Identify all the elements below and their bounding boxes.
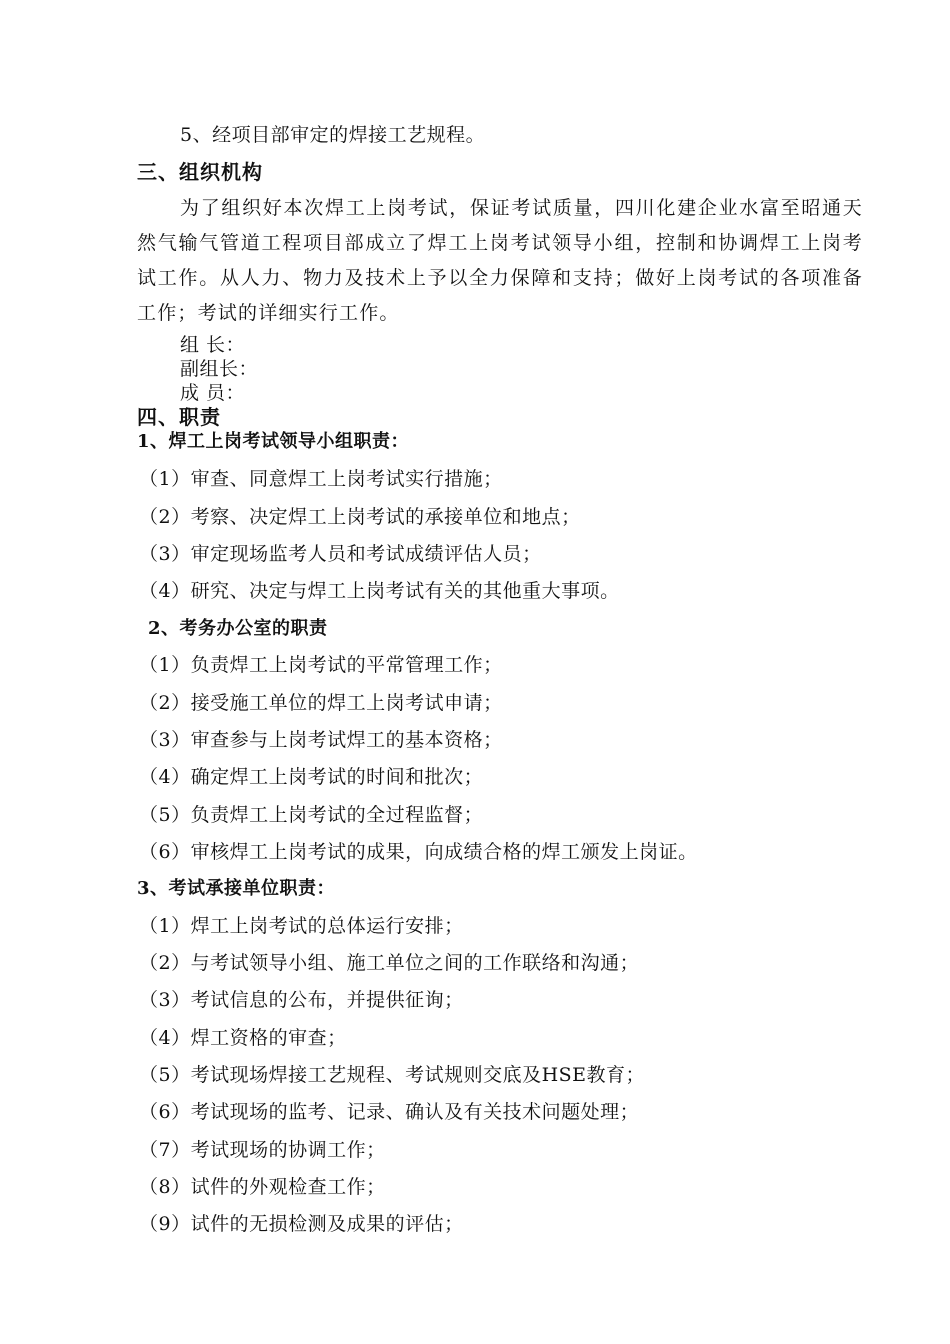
sub-2-title: 2、考务办公室的职责 (148, 618, 328, 639)
sub-2-item: （2）接受施工单位的焊工上岗考试申请； (139, 692, 503, 714)
sub-3-item: （1）焊工上岗考试的总体运行安排； (139, 915, 464, 937)
sub-3-item: （8）试件的外观检查工作； (139, 1176, 386, 1198)
sub-3-item: （5）考试现场焊接工艺规程、考试规则交底及HSE教育； (139, 1064, 646, 1086)
sub-1-item: （1）审查、同意焊工上岗考试实行措施； (139, 468, 503, 490)
section-3-paragraph: 为了组织好本次焊工上岗考试，保证考试质量，四川化建企业水富至昭通天然气输气管道工程项目部成立了焊工上岗考试领导小组，控制和协调焊工上岗考试工作。从人力、物力及技术上予以全力保障和支持；做好上岗考试的各项准备工作；考试的详细实行工作。 (137, 197, 863, 324)
role-members: 成 员： (180, 382, 246, 404)
role-deputy-leader: 副组长： (180, 358, 259, 380)
sub-1-item: （4）研究、决定与焊工上岗考试有关的其他重大事项。 (139, 580, 620, 602)
sub-3-item: （3）考试信息的公布，并提供征询； (139, 989, 464, 1011)
section-3-heading: 三、组织机构 (137, 160, 263, 184)
sub-2-item: （3）审查参与上岗考试焊工的基本资格； (139, 729, 503, 751)
sub-2-item: （5）负责焊工上岗考试的全过程监督； (139, 804, 484, 826)
sub-1-title: 1、焊工上岗考试领导小组职责： (137, 431, 410, 452)
sub-1-item: （3）审定现场监考人员和考试成绩评估人员； (139, 543, 542, 565)
sub-3-title: 3、考试承接单位职责： (137, 878, 336, 899)
sub-2-item: （1）负责焊工上岗考试的平常管理工作； (139, 654, 503, 676)
sub-3-item: （4）焊工资格的审查； (139, 1027, 347, 1049)
sub-1-item: （2）考察、决定焊工上岗考试的承接单位和地点； (139, 506, 581, 528)
intro-item: 5、经项目部审定的焊接工艺规程。 (180, 124, 486, 146)
section-4-heading: 四、职责 (137, 405, 221, 429)
sub-3-item: （6）考试现场的监考、记录、确认及有关技术问题处理； (139, 1101, 640, 1123)
sub-3-item: （2）与考试领导小组、施工单位之间的工作联络和沟通； (139, 952, 640, 974)
sub-3-item: （9）试件的无损检测及成果的评估； (139, 1213, 464, 1235)
sub-3-item: （7）考试现场的协调工作； (139, 1139, 386, 1161)
role-leader: 组 长： (180, 334, 246, 356)
sub-2-item: （6）审核焊工上岗考试的成果，向成绩合格的焊工颁发上岗证。 (139, 841, 698, 863)
sub-2-item: （4）确定焊工上岗考试的时间和批次； (139, 766, 484, 788)
